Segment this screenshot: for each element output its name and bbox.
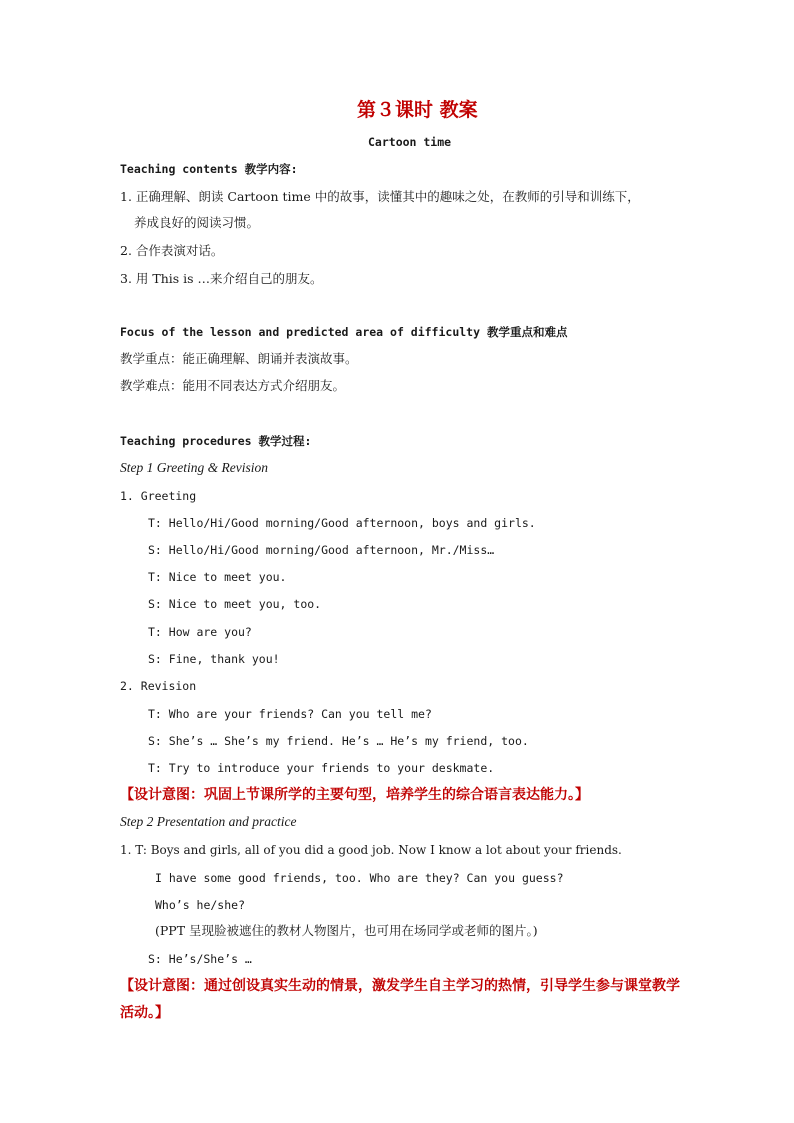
contents-heading: Teaching contents 教学内容: xyxy=(120,162,298,176)
step2-item-1-cont: Who’s he/she? xyxy=(155,898,246,912)
step2-title: Step 2 Presentation and practice xyxy=(120,814,297,829)
focus-heading: Focus of the lesson and predicted area of difficulty 教学重点和难点 xyxy=(120,325,568,339)
contents-item-1-cont: 养成良好的阅读习惯。 xyxy=(134,215,260,230)
step2-design-note: 【设计意图：通过创设真实生动的情景，激发学生自主学习的热情，引导学生参与课堂教学 xyxy=(120,978,680,994)
greeting-label: 1. Greeting xyxy=(120,489,197,503)
revision-line: T: Who are your friends? Can you tell me? xyxy=(148,707,432,721)
revision-label: 2. Revision xyxy=(120,679,197,693)
focus-key-point: 教学重点：能正确理解、朗诵并表演故事。 xyxy=(120,351,358,366)
revision-line: S: She’s … She’s my friend. He’s … He’s my friend, too. xyxy=(148,734,529,748)
procedures-heading: Teaching procedures 教学过程: xyxy=(120,434,312,448)
contents-item-2: 2. 合作表演对话。 xyxy=(120,243,224,258)
step2-design-note-cont: 活动。】 xyxy=(120,1005,169,1021)
greeting-line: S: Fine, thank you! xyxy=(148,652,280,666)
contents-item-1: 1. 正确理解、朗读 Cartoon time 中的故事，读懂其中的趣味之处，在教师的引导和训练下， xyxy=(120,189,640,204)
step2-item-1-cont: S: He’s/She’s … xyxy=(148,952,252,966)
greeting-line: S: Hello/Hi/Good morning/Good afternoon, Mr./Miss… xyxy=(148,543,495,557)
greeting-line: T: Nice to meet you. xyxy=(148,570,287,584)
step2-item-1-cont: I have some good friends, too. Who are they? Can you guess? xyxy=(155,871,564,885)
greeting-line: T: Hello/Hi/Good morning/Good afternoon, boys and girls. xyxy=(148,516,536,530)
contents-item-3: 3. 用 This is …来介绍自己的朋友。 xyxy=(120,271,323,286)
step1-title: Step 1 Greeting & Revision xyxy=(120,460,268,475)
step2-item-1: 1. T: Boys and girls, all of you did a good job. Now I know a lot about your friends. xyxy=(120,843,622,857)
page-subtitle: Cartoon time xyxy=(368,135,452,149)
revision-line: T: Try to introduce your friends to your deskmate. xyxy=(148,761,495,775)
greeting-line: T: How are you? xyxy=(148,625,252,639)
page-title: 第３课时 教案 xyxy=(357,99,478,121)
step2-item-1-cont: (PPT 呈现脸被遮住的教材人物图片，也可用在场同学或老师的图片。) xyxy=(155,923,538,938)
focus-difficult-point: 教学难点：能用不同表达方式介绍朋友。 xyxy=(120,378,346,393)
greeting-line: S: Nice to meet you, too. xyxy=(148,597,322,611)
step1-design-note: 【设计意图：巩固上节课所学的主要句型，培养学生的综合语言表达能力。】 xyxy=(120,787,589,803)
